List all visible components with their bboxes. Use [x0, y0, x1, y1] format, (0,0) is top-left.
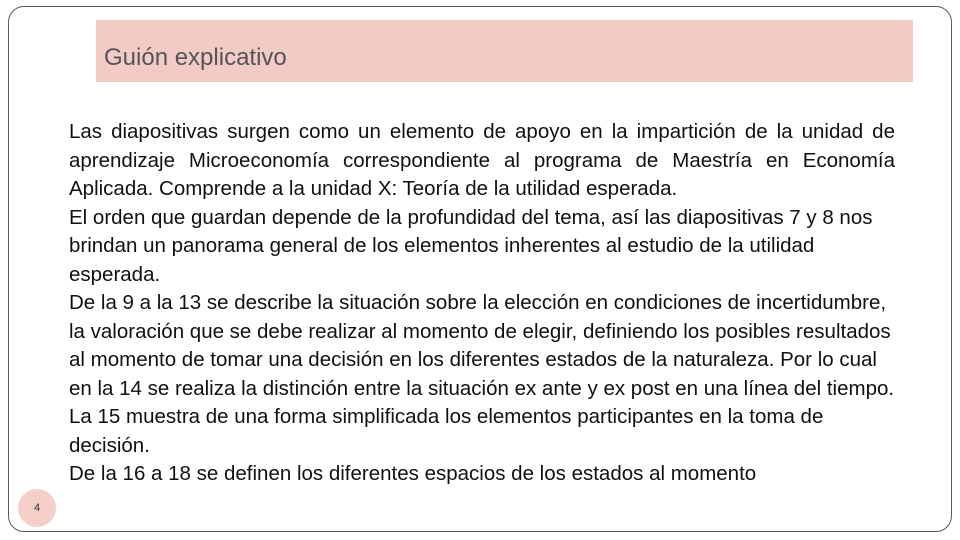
slide-number-badge	[18, 489, 56, 527]
slide-body-text	[69, 118, 895, 540]
paragraph-intro: Las diapositivas surgen como un elemento de apoyo en la impartición de la unidad de aprendizaje Microeconomía correspondiente al programa de Maestría en Economía Aplicada. Comprende a la unidad X: Teoría de la utilidad esperada.	[69, 120, 895, 200]
paragraph-slide-15: La 15 muestra de una forma simplificada los elementos participantes en la toma de decisión.	[69, 405, 824, 457]
slide-title: Guión explicativo	[104, 44, 287, 71]
slide-number: 4	[33, 502, 41, 514]
paragraph-order: El orden que guardan depende de la profundidad del tema, así las diapositivas 7 y 8 nos brindan un panorama general de los elementos inherentes al estudio de la utilidad esperada.	[69, 205, 873, 286]
title-band	[96, 20, 913, 82]
paragraph-slides-9-13: De la 9 a la 13 se describe la situación sobre la elección en condiciones de incertidumbre, la valoración que se debe realizar al momento de elegir, definiendo los posibles resultados al momento de tomar una decisión en los diferentes estados de la naturaleza. Por lo cual en la 14 se realiza la distinción entre la situación ex ante y ex post en una línea del tiempo.	[69, 291, 895, 400]
paragraph-slides-16-18: De la 16 a 18 se definen los diferentes espacios de los estados al momento	[69, 462, 757, 485]
